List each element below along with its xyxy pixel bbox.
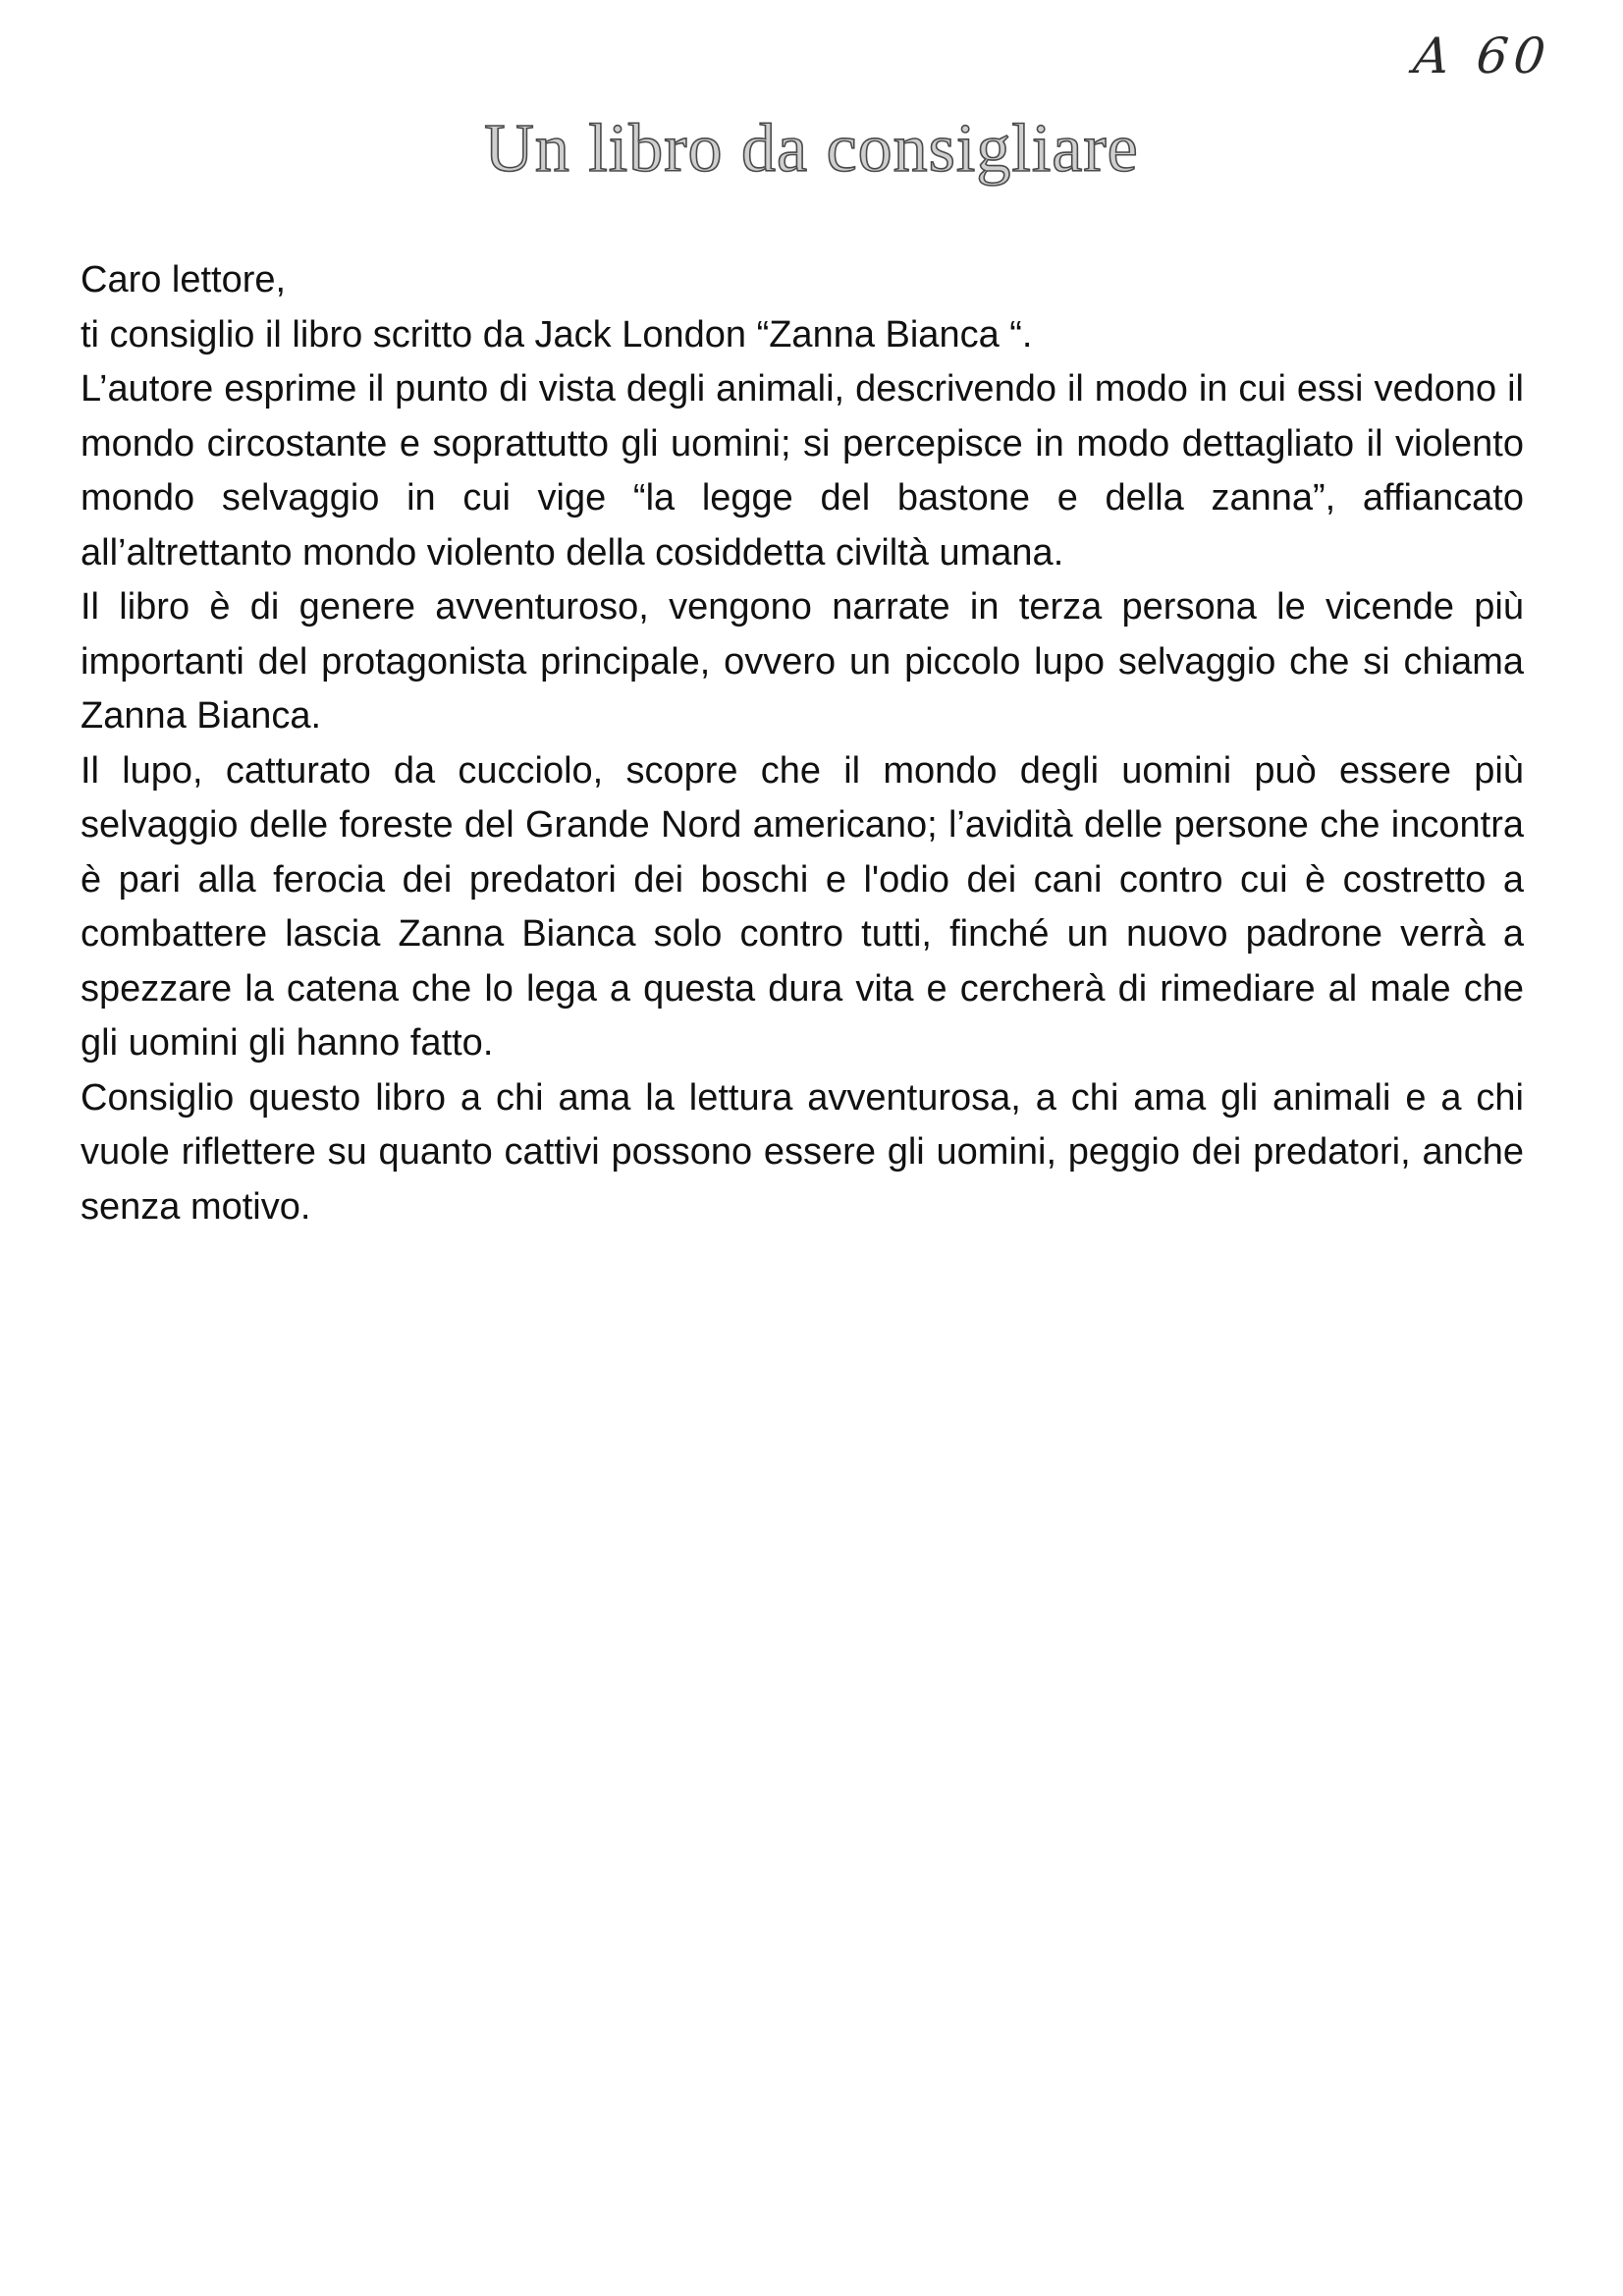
paragraph-plot: Il lupo, catturato da cucciolo, scopre che il mondo degli uomini può essere più selvaggio delle foreste del Grande Nord americano; l’avidità delle persone che incontra è pari alla ferocia dei predatori dei boschi e l'odio dei cani contro cui è costretto a combattere lascia Zanna Bianca solo contro tutti, finché un nuovo padrone verrà a spezzare la catena che lo lega a questa dura vita e cercherà di rimediare al male che gli uomini gli hanno fatto.	[81, 749, 1524, 1064]
paragraph-recommendation: Consiglio questo libro a chi ama la lettura avventurosa, a chi ama gli animali e a chi vuole riflettere su quanto cattivi possono essere gli uomini, peggio dei predatori, anche senza motivo.	[81, 1076, 1524, 1228]
handwritten-page-code: A 60	[1410, 27, 1554, 84]
paragraph-genre: Il libro è di genere avventuroso, vengono narrate in terza persona le vicende più importanti del protagonista principale, ovvero un piccolo lupo selvaggio che si chiama Zanna Bianca.	[81, 586, 1524, 737]
paragraph-intro: ti consiglio il libro scritto da Jack London “Zanna Bianca “.	[81, 313, 1033, 355]
salutation: Caro lettore,	[81, 259, 287, 301]
paragraph-author-viewpoint: L’autore esprime il punto di vista degli animali, descrivendo il modo in cui essi vedono il mondo circostante e soprattutto gli uomini; si percepisce in modo dettagliato il violento mondo selvaggio in cui vige “la legge del bastone e della zanna”, affiancato all’altrettanto mondo violento della cosiddetta civiltà umana.	[81, 368, 1524, 574]
letter-body	[81, 253, 1524, 1234]
document-title: Un libro da consigliare	[484, 111, 1139, 187]
